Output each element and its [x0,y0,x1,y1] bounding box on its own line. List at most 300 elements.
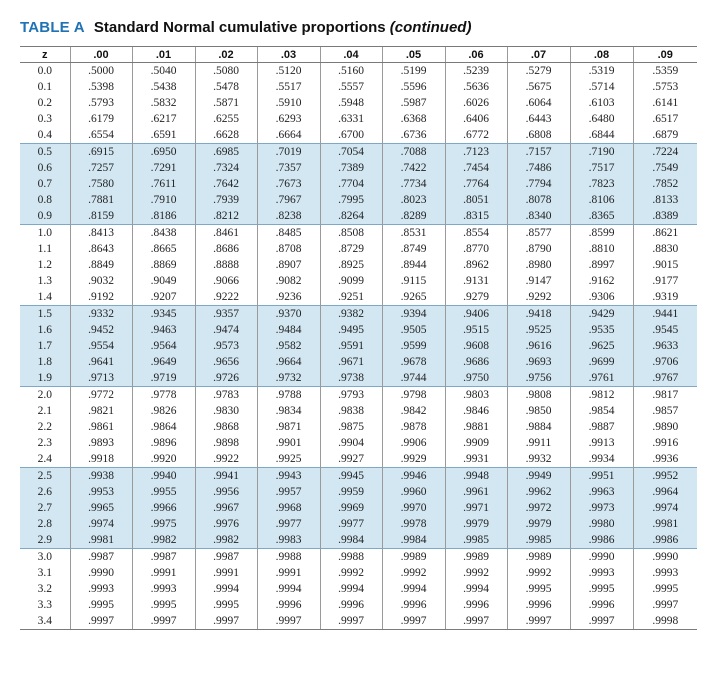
column-header: .05 [382,47,445,63]
table-row [20,208,697,225]
proportion-cell: .6480 [570,111,633,127]
proportion-cell: .9306 [570,289,633,306]
proportion-cell: .9671 [320,354,382,370]
table-row [20,500,697,516]
proportion-cell: .9251 [320,289,382,306]
table-row [20,370,697,387]
proportion-cell: .9901 [257,435,320,451]
proportion-cell: .9699 [570,354,633,370]
proportion-cell: .9115 [382,273,445,289]
proportion-cell: .7190 [570,144,633,161]
proportion-cell: .5239 [445,63,507,80]
proportion-cell: .6103 [570,95,633,111]
proportion-cell: .9925 [257,451,320,468]
proportion-cell: .9995 [570,581,633,597]
proportion-cell: .9986 [570,532,633,549]
z-value-cell: 0.4 [37,129,52,141]
proportion-cell: .9525 [507,322,570,338]
proportion-cell: .8729 [320,241,382,257]
z-value-cell: 2.4 [37,453,52,465]
proportion-cell: .9953 [70,484,132,500]
proportion-cell: .9582 [257,338,320,354]
proportion-cell: .9994 [382,581,445,597]
proportion-cell: .9896 [132,435,195,451]
proportion-cell: .9834 [257,403,320,419]
proportion-cell: .9686 [445,354,507,370]
proportion-cell: .5319 [570,63,633,80]
proportion-cell: .7910 [132,192,195,208]
proportion-cell: .9931 [445,451,507,468]
table-row [20,613,697,630]
proportion-cell: .9207 [132,289,195,306]
proportion-cell: .9992 [445,565,507,581]
proportion-cell: .9192 [70,289,132,306]
table-row [20,435,697,451]
proportion-cell: .9956 [195,484,257,500]
z-value-cell: 3.1 [37,567,52,579]
table-label: TABLE A [20,19,85,36]
proportion-cell: .9963 [570,484,633,500]
proportion-cell: .9993 [70,581,132,597]
proportion-cell: .8962 [445,257,507,273]
proportion-cell: .5080 [195,63,257,80]
normal-cumulative-table [20,46,697,630]
proportion-cell: .5832 [132,95,195,111]
proportion-cell: .9826 [132,403,195,419]
proportion-cell: .5987 [382,95,445,111]
proportion-cell: .9913 [570,435,633,451]
proportion-cell: .9495 [320,322,382,338]
proportion-cell: .9966 [132,500,195,516]
proportion-cell: .9099 [320,273,382,289]
proportion-cell: .7517 [570,160,633,176]
proportion-cell: .9911 [507,435,570,451]
table-row [20,111,697,127]
proportion-cell: .8461 [195,225,257,242]
proportion-cell: .9965 [70,500,132,516]
proportion-cell: .9982 [195,532,257,549]
proportion-cell: .9980 [570,516,633,532]
proportion-cell: .9370 [257,306,320,323]
proportion-cell: .9591 [320,338,382,354]
proportion-cell: .6331 [320,111,382,127]
proportion-cell: .7088 [382,144,445,161]
proportion-cell: .5120 [257,63,320,80]
proportion-cell: .9761 [570,370,633,387]
proportion-cell: .9977 [257,516,320,532]
proportion-cell: .8340 [507,208,570,225]
proportion-cell: .7549 [633,160,697,176]
proportion-cell: .9960 [382,484,445,500]
table-row [20,387,697,404]
proportion-cell: .6406 [445,111,507,127]
proportion-cell: .9974 [70,516,132,532]
z-value-cell: 1.2 [37,259,52,271]
proportion-cell: .8749 [382,241,445,257]
proportion-cell: .9997 [132,613,195,630]
proportion-cell: .9767 [633,370,697,387]
proportion-cell: .9821 [70,403,132,419]
proportion-cell: .9941 [195,468,257,485]
proportion-cell: .8770 [445,241,507,257]
proportion-cell: .9990 [70,565,132,581]
proportion-cell: .6255 [195,111,257,127]
proportion-cell: .9177 [633,273,697,289]
z-value-cell: 3.4 [20,613,70,630]
proportion-cell: .9474 [195,322,257,338]
proportion-cell: .9982 [132,532,195,549]
proportion-cell: .8686 [195,241,257,257]
proportion-cell: .8508 [320,225,382,242]
z-value-cell: 2.0 [20,387,70,404]
proportion-cell: .9554 [70,338,132,354]
z-value-cell: 1.3 [37,275,52,287]
proportion-cell: .9952 [633,468,697,485]
proportion-cell: .9997 [195,613,257,630]
proportion-cell: .9788 [257,387,320,404]
proportion-cell: .9850 [507,403,570,419]
proportion-cell: .9319 [633,289,697,306]
proportion-cell: .5398 [70,79,132,95]
proportion-cell: .9967 [195,500,257,516]
proportion-cell: .7764 [445,176,507,192]
proportion-cell: .9997 [320,613,382,630]
proportion-cell: .9929 [382,451,445,468]
proportion-cell: .9945 [320,468,382,485]
table-title-text: Standard Normal cumulative proportions [93,19,386,36]
proportion-cell: .7823 [570,176,633,192]
proportion-cell: .9995 [70,597,132,613]
proportion-cell: .8531 [382,225,445,242]
table-body [20,63,697,630]
proportion-cell: .9884 [507,419,570,435]
proportion-cell: .9732 [257,370,320,387]
proportion-cell: .9994 [257,581,320,597]
proportion-cell: .8315 [445,208,507,225]
proportion-cell: .9916 [633,435,697,451]
proportion-cell: .9406 [445,306,507,323]
proportion-cell: .9993 [132,581,195,597]
table-row [20,597,697,613]
column-header: .06 [445,47,507,63]
proportion-cell: .8438 [132,225,195,242]
proportion-cell: .9808 [507,387,570,404]
proportion-cell: .9875 [320,419,382,435]
proportion-cell: .9993 [633,565,697,581]
table-row [20,225,697,242]
proportion-cell: .9997 [570,613,633,630]
proportion-cell: .9678 [382,354,445,370]
proportion-cell: .7157 [507,144,570,161]
proportion-cell: .9985 [507,532,570,549]
proportion-cell: .9279 [445,289,507,306]
header-row [20,47,697,63]
proportion-cell: .9904 [320,435,382,451]
proportion-cell: .6217 [132,111,195,127]
proportion-cell: .9975 [132,516,195,532]
proportion-cell: .7257 [70,160,132,176]
proportion-cell: .8665 [132,241,195,257]
proportion-cell: .8980 [507,257,570,273]
proportion-cell: .5636 [445,79,507,95]
proportion-cell: .9535 [570,322,633,338]
proportion-cell: .9981 [633,516,697,532]
proportion-cell: .9608 [445,338,507,354]
proportion-cell: .9991 [132,565,195,581]
proportion-cell: .9878 [382,419,445,435]
table-row [20,354,697,370]
z-value-cell: 2.3 [37,437,52,449]
proportion-cell: .9772 [70,387,132,404]
proportion-cell: .9972 [507,500,570,516]
proportion-cell: .6808 [507,127,570,144]
proportion-cell: .5000 [70,63,132,80]
proportion-cell: .9992 [507,565,570,581]
proportion-cell: .9996 [570,597,633,613]
proportion-cell: .9345 [132,306,195,323]
proportion-cell: .5517 [257,79,320,95]
proportion-cell: .9995 [132,597,195,613]
table-row [20,273,697,289]
proportion-cell: .9793 [320,387,382,404]
proportion-cell: .8577 [507,225,570,242]
proportion-cell: .9943 [257,468,320,485]
proportion-cell: .9649 [132,354,195,370]
proportion-cell: .9857 [633,403,697,419]
proportion-cell: .9738 [320,370,382,387]
proportion-cell: .8830 [633,241,697,257]
proportion-cell: .6293 [257,111,320,127]
table-row [20,322,697,338]
proportion-cell: .5871 [195,95,257,111]
proportion-cell: .8106 [570,192,633,208]
proportion-cell: .7642 [195,176,257,192]
proportion-cell: .9382 [320,306,382,323]
proportion-cell: .8186 [132,208,195,225]
proportion-cell: .9988 [320,549,382,566]
proportion-cell: .9995 [507,581,570,597]
table-row [20,468,697,485]
column-header: .03 [257,47,320,63]
table-row [20,306,697,323]
proportion-cell: .9934 [570,451,633,468]
proportion-cell: .9332 [70,306,132,323]
proportion-cell: .9599 [382,338,445,354]
proportion-cell: .7324 [195,160,257,176]
proportion-cell: .8078 [507,192,570,208]
proportion-cell: .5359 [633,63,697,80]
z-value-cell: 0.2 [37,97,52,109]
proportion-cell: .7939 [195,192,257,208]
z-value-cell: 3.2 [37,583,52,595]
proportion-cell: .9830 [195,403,257,419]
proportion-cell: .9977 [320,516,382,532]
proportion-cell: .5793 [70,95,132,111]
proportion-cell: .9706 [633,354,697,370]
proportion-cell: .9957 [257,484,320,500]
table-row [20,127,697,144]
proportion-cell: .9990 [570,549,633,566]
proportion-cell: .5948 [320,95,382,111]
z-value-cell: 1.0 [20,225,70,242]
proportion-cell: .5438 [132,79,195,95]
table-title [20,19,471,43]
z-value-cell: 2.1 [37,405,52,417]
z-value-cell: 0.5 [20,144,70,161]
proportion-cell: .8264 [320,208,382,225]
proportion-cell: .9545 [633,322,697,338]
proportion-cell: .9932 [507,451,570,468]
proportion-cell: .9920 [132,451,195,468]
proportion-cell: .9974 [633,500,697,516]
table-row [20,144,697,161]
proportion-cell: .9236 [257,289,320,306]
proportion-cell: .9962 [507,484,570,500]
proportion-cell: .5199 [382,63,445,80]
z-value-cell: 3.3 [37,599,52,611]
proportion-cell: .6879 [633,127,697,144]
column-header-z: z [20,47,70,63]
proportion-cell: .9976 [195,516,257,532]
proportion-cell: .7734 [382,176,445,192]
proportion-cell: .5910 [257,95,320,111]
table-row [20,289,697,306]
table-row [20,257,697,273]
proportion-cell: .9265 [382,289,445,306]
column-header: .09 [633,47,697,63]
z-value-cell: 0.9 [20,208,70,225]
table-row [20,532,697,549]
proportion-cell: .9984 [382,532,445,549]
proportion-cell: .9893 [70,435,132,451]
proportion-cell: .9082 [257,273,320,289]
proportion-cell: .9981 [70,532,132,549]
proportion-cell: .9131 [445,273,507,289]
proportion-cell: .9049 [132,273,195,289]
z-value-cell: 1.9 [20,370,70,387]
proportion-cell: .7852 [633,176,697,192]
proportion-cell: .5478 [195,79,257,95]
proportion-cell: .9906 [382,435,445,451]
proportion-cell: .8888 [195,257,257,273]
proportion-cell: .9938 [70,468,132,485]
z-value-cell: 2.9 [20,532,70,549]
proportion-cell: .9066 [195,273,257,289]
proportion-cell: .9949 [507,468,570,485]
proportion-cell: .9463 [132,322,195,338]
proportion-cell: .5675 [507,79,570,95]
proportion-cell: .9032 [70,273,132,289]
z-value-cell: 1.7 [20,338,70,354]
column-header: .01 [132,47,195,63]
proportion-cell: .9573 [195,338,257,354]
proportion-cell: .7794 [507,176,570,192]
proportion-cell: .9987 [195,549,257,566]
z-value-cell: 0.1 [37,81,52,93]
proportion-cell: .9842 [382,403,445,419]
proportion-cell: .9744 [382,370,445,387]
proportion-cell: .6844 [570,127,633,144]
proportion-cell: .9951 [570,468,633,485]
proportion-cell: .9990 [633,549,697,566]
proportion-cell: .9783 [195,387,257,404]
proportion-cell: .9515 [445,322,507,338]
proportion-cell: .9292 [507,289,570,306]
proportion-cell: .6915 [70,144,132,161]
proportion-cell: .6064 [507,95,570,111]
z-value-cell: 0.7 [20,176,70,192]
proportion-cell: .8643 [70,241,132,257]
proportion-cell: .9015 [633,257,697,273]
proportion-cell: .9997 [507,613,570,630]
proportion-cell: .5596 [382,79,445,95]
proportion-cell: .9927 [320,451,382,468]
proportion-cell: .9868 [195,419,257,435]
proportion-cell: .7673 [257,176,320,192]
proportion-cell: .9817 [633,387,697,404]
proportion-cell: .9978 [382,516,445,532]
proportion-cell: .6443 [507,111,570,127]
proportion-cell: .9997 [382,613,445,630]
proportion-cell: .5557 [320,79,382,95]
z-value-cell: 2.2 [37,421,52,433]
proportion-cell: .9979 [445,516,507,532]
proportion-cell: .9719 [132,370,195,387]
proportion-cell: .9986 [633,532,697,549]
proportion-cell: .8554 [445,225,507,242]
proportion-cell: .9970 [382,500,445,516]
proportion-cell: .9812 [570,387,633,404]
proportion-cell: .9996 [507,597,570,613]
proportion-cell: .6141 [633,95,697,111]
proportion-cell: .9429 [570,306,633,323]
proportion-cell: .9987 [70,549,132,566]
proportion-cell: .9909 [445,435,507,451]
proportion-cell: .9778 [132,387,195,404]
proportion-cell: .9750 [445,370,507,387]
proportion-cell: .9871 [257,419,320,435]
column-header: .08 [570,47,633,63]
proportion-cell: .9357 [195,306,257,323]
proportion-cell: .9995 [633,581,697,597]
proportion-cell: .9222 [195,289,257,306]
proportion-cell: .5714 [570,79,633,95]
proportion-cell: .9838 [320,403,382,419]
proportion-cell: .9693 [507,354,570,370]
proportion-cell: .8907 [257,257,320,273]
proportion-cell: .9726 [195,370,257,387]
proportion-cell: .7054 [320,144,382,161]
proportion-cell: .7123 [445,144,507,161]
proportion-cell: .8289 [382,208,445,225]
proportion-cell: .8365 [570,208,633,225]
proportion-cell: .9968 [257,500,320,516]
proportion-cell: .6628 [195,127,257,144]
proportion-cell: .8389 [633,208,697,225]
proportion-cell: .8599 [570,225,633,242]
proportion-cell: .9994 [445,581,507,597]
proportion-cell: .8790 [507,241,570,257]
proportion-cell: .7357 [257,160,320,176]
proportion-cell: .9985 [445,532,507,549]
proportion-cell: .8810 [570,241,633,257]
proportion-cell: .9898 [195,435,257,451]
proportion-cell: .9988 [257,549,320,566]
proportion-cell: .9918 [70,451,132,468]
proportion-cell: .8212 [195,208,257,225]
proportion-cell: .9989 [382,549,445,566]
proportion-cell: .7291 [132,160,195,176]
